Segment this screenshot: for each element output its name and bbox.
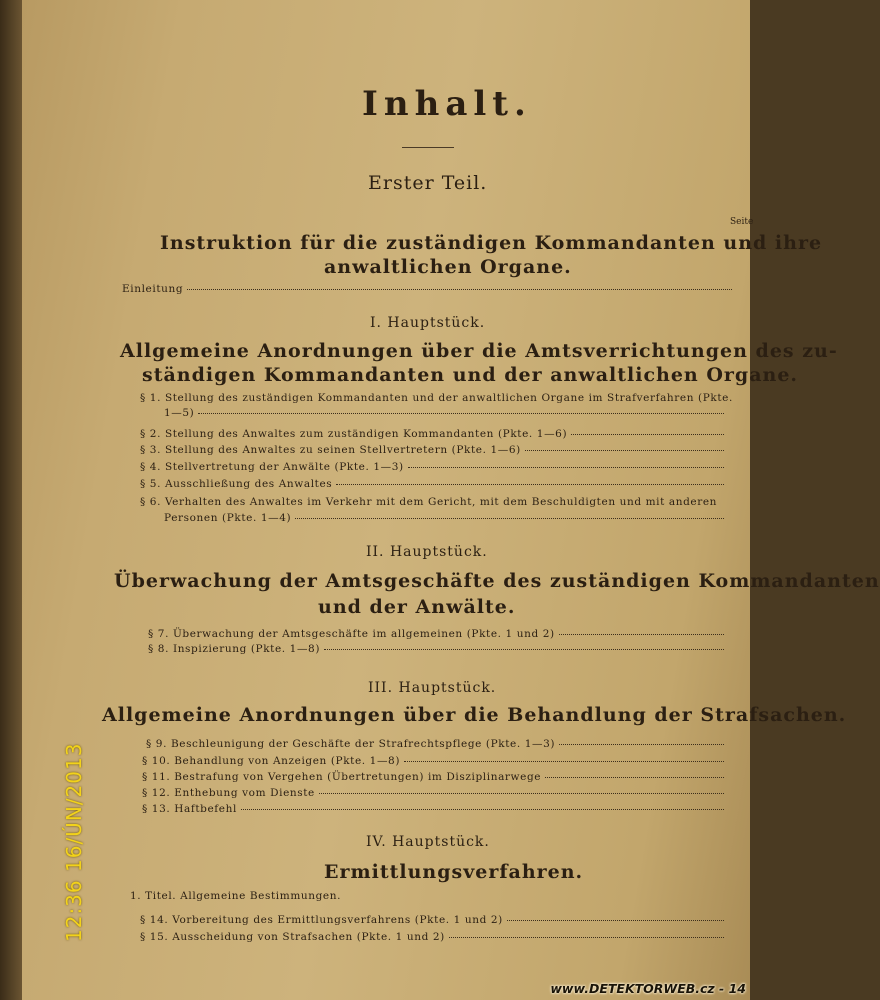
toc-entry[interactable] xyxy=(142,803,724,815)
dot-leader xyxy=(545,777,724,778)
toc-entry-text: § 14. Vorbereitung des Ermittlungsverfahrens (Pkte. 1 und 2) xyxy=(140,914,503,926)
toc-entry[interactable] xyxy=(140,444,724,456)
chapter-heading-line1: Allgemeine Anordnungen über die Amtsverrichtungen des zu- xyxy=(120,340,838,362)
instruction-heading-line2: anwaltlichen Organe. xyxy=(324,256,572,278)
toc-entry[interactable] xyxy=(164,512,724,524)
chapter-heading-line2: ständigen Kommandanten und der anwaltlichen Organe. xyxy=(142,364,799,386)
toc-entry[interactable] xyxy=(148,643,724,655)
book-spine-shadow xyxy=(0,0,22,1000)
toc-entry-text: § 8. Inspizierung (Pkte. 1—8) xyxy=(148,643,321,655)
chapter-label: IV. Hauptstück. xyxy=(366,834,490,850)
chapter-heading-line1: Ermittlungsverfahren. xyxy=(324,861,584,883)
toc-entry[interactable] xyxy=(142,755,724,767)
toc-entry[interactable] xyxy=(142,787,724,799)
toc-entry[interactable] xyxy=(146,738,724,750)
dot-leader xyxy=(404,761,724,762)
page-title: Inhalt. xyxy=(362,84,532,124)
toc-entry-text: § 11. Bestrafung von Vergehen (Übertretungen) im Disziplinarwege xyxy=(142,771,542,783)
toc-entry-text[interactable]: § 6. Verhalten des Anwaltes im Verkehr mit dem Gericht, mit dem Beschuldigten und mit anderen xyxy=(140,496,718,508)
toc-entry[interactable] xyxy=(142,771,724,783)
dot-leader xyxy=(559,744,724,745)
seite-label: Seite xyxy=(730,217,754,227)
dot-leader xyxy=(198,413,724,414)
instruction-heading-line1: Instruktion für die zuständigen Kommandanten und ihre xyxy=(160,232,823,254)
dot-leader xyxy=(319,793,724,794)
toc-entry-text[interactable]: § 1. Stellung des zuständigen Kommandanten und der anwaltlichen Organe im Strafverfahren (Pkte. xyxy=(140,392,733,404)
toc-entry[interactable] xyxy=(140,428,724,440)
toc-entry[interactable] xyxy=(140,461,724,473)
dot-leader xyxy=(324,649,724,650)
dot-leader xyxy=(559,634,724,635)
toc-entry-text: § 10. Behandlung von Anzeigen (Pkte. 1—8) xyxy=(142,755,401,767)
chapter-label: III. Hauptstück. xyxy=(368,680,497,696)
dot-leader xyxy=(507,920,724,921)
chapter-heading-line1: Allgemeine Anordnungen über die Behandlung der Strafsachen. xyxy=(102,704,847,726)
toc-entry[interactable] xyxy=(140,914,724,926)
chapter-heading-line1: Überwachung der Amtsgeschäfte des zuständigen Kommandanten xyxy=(114,570,880,592)
chapter-label: I. Hauptstück. xyxy=(370,315,486,331)
toc-entry-text: § 15. Ausscheidung von Strafsachen (Pkte. 1 und 2) xyxy=(140,931,445,943)
title-rule xyxy=(402,147,454,148)
toc-entry-text: § 2. Stellung des Anwaltes zum zuständigen Kommandanten (Pkte. 1—6) xyxy=(140,428,568,440)
toc-entry-text: § 12. Enthebung vom Dienste xyxy=(142,787,315,799)
dot-leader xyxy=(449,937,724,938)
toc-entry-text: § 3. Stellung des Anwaltes zu seinen Stellvertretern (Pkte. 1—6) xyxy=(140,444,521,456)
toc-entry-cont: 1—5) xyxy=(164,407,195,419)
toc-entry[interactable] xyxy=(148,628,724,640)
dot-leader xyxy=(187,289,732,290)
part-heading: Erster Teil. xyxy=(368,172,488,194)
titel-heading: 1. Titel. Allgemeine Bestimmungen. xyxy=(130,890,342,902)
dot-leader xyxy=(408,467,724,468)
chapter-label: II. Hauptstück. xyxy=(366,544,488,560)
toc-entry-text: § 9. Beschleunigung der Geschäfte der Strafrechtspflege (Pkte. 1—3) xyxy=(146,738,556,750)
chapter-heading-line2: und der Anwälte. xyxy=(318,596,516,618)
toc-entry-cont: Personen (Pkte. 1—4) xyxy=(164,512,292,524)
toc-entry-text: § 4. Stellvertretung der Anwälte (Pkte. 1—3) xyxy=(140,461,404,473)
dot-leader xyxy=(295,518,724,519)
toc-entry[interactable] xyxy=(140,931,724,943)
toc-entry-text: § 5. Ausschließung des Anwaltes xyxy=(140,478,333,490)
toc-entry[interactable] xyxy=(164,407,724,419)
book-page xyxy=(22,0,880,1000)
toc-entry-einleitung[interactable] xyxy=(122,283,732,295)
toc-entry[interactable] xyxy=(140,478,724,490)
dot-leader xyxy=(336,484,724,485)
toc-entry-label: Einleitung xyxy=(122,283,184,295)
dot-leader xyxy=(571,434,724,435)
toc-entry-text: § 7. Überwachung der Amtsgeschäfte im allgemeinen (Pkte. 1 und 2) xyxy=(148,628,555,640)
dot-leader xyxy=(525,450,724,451)
dot-leader xyxy=(241,809,724,810)
site-watermark: www.DETEKTORWEB.cz - 14 xyxy=(550,981,746,996)
camera-timestamp: 12:36 16/ÚN/2013 xyxy=(62,742,86,942)
toc-entry-text: § 13. Haftbefehl xyxy=(142,803,237,815)
